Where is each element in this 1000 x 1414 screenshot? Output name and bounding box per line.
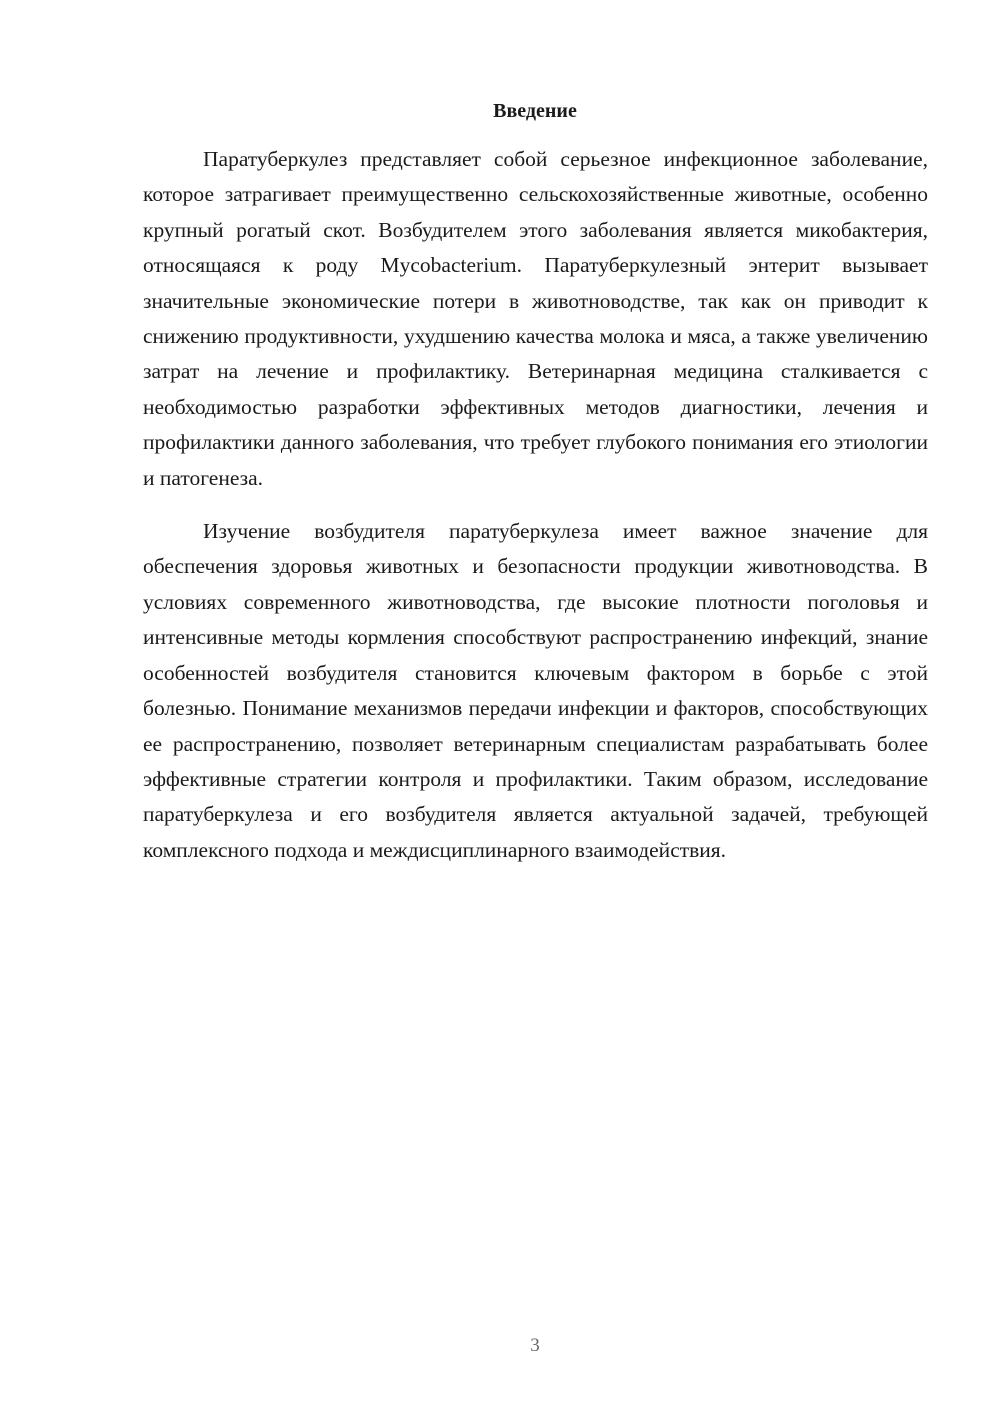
body-text — [143, 142, 928, 868]
page-number: 3 — [530, 1335, 540, 1356]
paragraph-1: Паратуберкулез представляет собой серьезное инфекционное заболевание, которое затрагивает преимущественно сельскохозяйственные животные, особенно крупный рогатый скот. Возбудителем этого заболевания является микобактерия, относящаяся к роду Mycobacterium. Паратуберкулезный энтерит вызывает значительные экономические потери в животноводстве, так как он приводит к снижению продуктивности, ухудшению качества молока и мяса, а также увеличению затрат на лечение и профилактику. Ветеринарная медицина сталкивается с необходимостью разработки эффективных методов диагностики, лечения и профилактики данного заболевания, что требует глубокого понимания его этиологии и патогенеза. — [143, 147, 928, 490]
section-title: Введение — [493, 100, 577, 122]
paragraph-2: Изучение возбудителя паратуберкулеза имеет важное значение для обеспечения здоровья животных и безопасности продукции животноводства. В условиях современного животноводства, где высокие плотности поголовья и интенсивные методы кормления способствуют распространению инфекций, знание особенностей возбудителя становится ключевым фактором в борьбе с этой болезнью. Понимание механизмов передачи инфекции и факторов, способствующих ее распространению, позволяет ветеринарным специалистам разрабатывать более эффективные стратегии контроля и профилактики. Таким образом, исследование паратуберкулеза и его возбудителя является актуальной задачей, требующей комплексного подхода и междисциплинарного взаимодействия. — [143, 519, 928, 862]
